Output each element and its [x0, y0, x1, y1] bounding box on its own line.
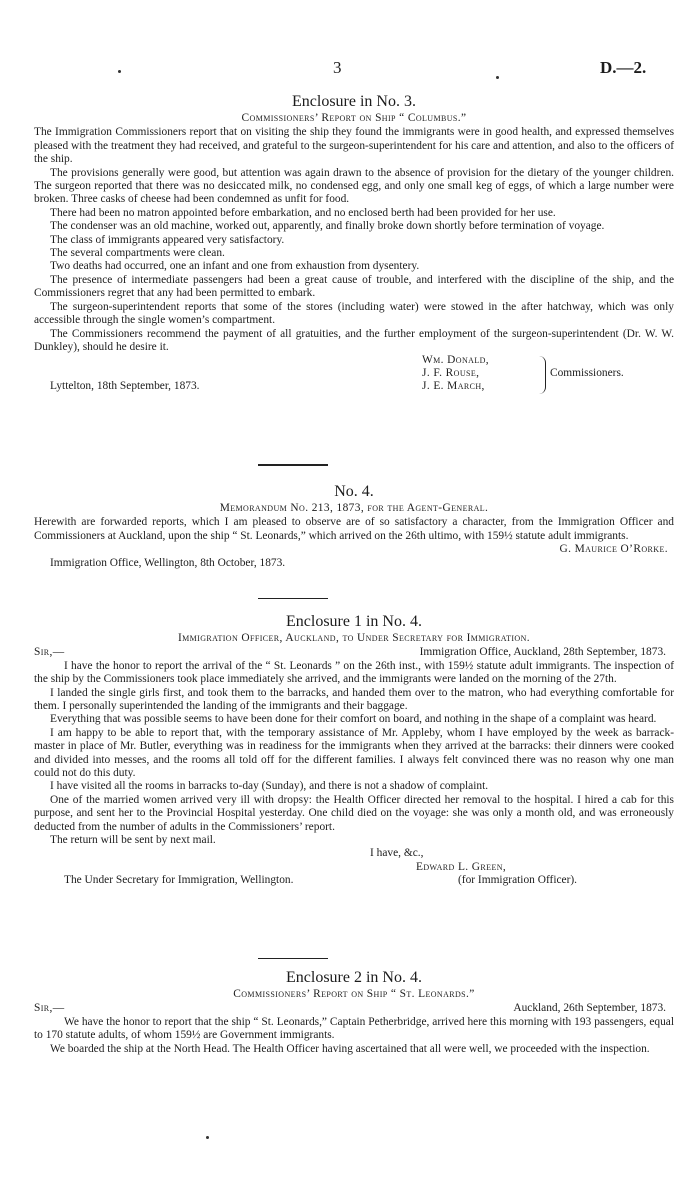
section-title: Enclosure in No. 3. [292, 93, 416, 110]
paragraph: We boarded the ship at the North Head. The Health Officer having ascertained that all were well, we proceeded with the inspection. [50, 1042, 650, 1055]
place-date-line [34, 557, 674, 570]
salutation-line [34, 646, 674, 659]
signature-line [34, 861, 674, 874]
signature-line [34, 543, 674, 556]
section-title: Enclosure 1 in No. 4. [286, 613, 422, 630]
paragraph: Two deaths had occurred, one an infant and one from exhaustion from dysentery. [50, 260, 420, 273]
address-date: Immigration Office, Auckland, 28th September, 1873. [419, 646, 666, 659]
signer-role: Commissioners. [550, 367, 624, 380]
print-speck [118, 70, 121, 73]
paragraph: The return will be sent by next mail. [50, 834, 216, 847]
addressee-line [34, 874, 674, 887]
paragraph: The class of immigrants appeared very satisfactory. [50, 233, 285, 246]
section-title: Enclosure 2 in No. 4. [286, 969, 422, 986]
memorandum-section [34, 482, 674, 570]
paragraph: I have the honor to report the arrival of the “ St. Leonards ” on the 26th inst., with 159½ statute adult immigrants. The inspection of the ship by the Commissioners took place immediately she arrived, and the immigrants were landed on the morning of the 27th. [34, 659, 674, 686]
place-date: Lyttelton, 18th September, 1873. [50, 380, 200, 393]
closing-line [34, 847, 674, 860]
page-number: 3 [333, 58, 342, 77]
page-header [0, 58, 700, 78]
signer-name: J. E. March, [422, 380, 485, 393]
enclosure-1-section [34, 612, 674, 888]
addressee: The Under Secretary for Immigration, Wellington. [64, 874, 294, 887]
section-divider [258, 598, 328, 599]
paragraph: The surgeon-superintendent reports that some of the stores (including water) were stowed in the after hatchway, which was only accessible through the single women’s compartment. [34, 300, 674, 327]
section-subtitle: Commissioners’ Report on Ship “ St. Leonards.” [233, 988, 475, 1000]
salutation: Sir,— [34, 646, 65, 659]
section-title: No. 4. [334, 483, 374, 500]
enclosure-3-section [34, 92, 674, 394]
signer-role: (for Immigration Officer). [458, 874, 578, 887]
signature-block [34, 354, 674, 394]
signer-name: J. F. Rouse, [422, 367, 480, 380]
address-date: Auckland, 26th September, 1873. [513, 1002, 666, 1015]
paragraph: We have the honor to report that the ship “ St. Leonards,” Captain Petherbridge, arrived here this morning with 193 passengers, equal to 170 statute adults, of whom 159½ are Government immigrants. [34, 1015, 674, 1042]
place-date: Immigration Office, Wellington, 8th October, 1873. [50, 556, 286, 569]
signer-name: Wm. Donald, [422, 354, 490, 367]
paragraph: The presence of intermediate passengers had been a great cause of trouble, and interfered with the discipline of the ship, and the Commissioners regret that any had been permitted to embark. [34, 273, 674, 300]
section-subtitle: Commissioners’ Report on Ship “ Columbus.” [241, 112, 467, 124]
paragraph: One of the married women arrived very ill with dropsy: the Health Officer directed her removal to the hospital. I hired a cab for this purpose, and sent her to the Provincial Hospital yesterday. One child died on the voyage: she was only a month old, and was erroneously deducted from the number of adults in the Commissioners’ report. [34, 793, 674, 833]
paragraph: The Commissioners recommend the payment of all gratuities, and the further employment of the surgeon-superintendent (Dr. W. W. Dunkley), should he desire it. [34, 327, 674, 353]
paragraph: I landed the single girls first, and took them to the barracks, and handed them over to the matron, who had everything comfortable for them. I personally superintended the landing of the immigrants and their baggage. [34, 686, 674, 713]
document-reference: D.—2. [600, 58, 647, 77]
closing: I have, &c., [370, 847, 424, 860]
section-subtitle: Memorandum No. 213, 1873, for the Agent-General. [219, 502, 489, 514]
paragraph: The Immigration Commissioners report that on visiting the ship they found the immigrants were in good health, and expressed themselves pleased with the treatment they had received, and grateful to the surgeon-superintendent for his care and attention, and also to the officers of the ship. [34, 126, 674, 166]
paragraph: The condenser was an old machine, worked out, apparently, and finally broke down shortly before termination of voyage. [50, 220, 605, 233]
brace [539, 356, 546, 394]
paragraph: The provisions generally were good, but attention was again drawn to the absence of provision for the dietary of the younger children. The surgeon reported that there was no desiccated milk, no condensed egg, and only one small keg of eggs, of which a large number were broken. Three casks of cheese had been condemned as unfit for food. [34, 166, 674, 206]
paragraph: The several compartments were clean. [50, 247, 225, 260]
enclosure-2-section [34, 968, 674, 1056]
section-divider [258, 464, 328, 466]
paragraph: I am happy to be able to report that, with the temporary assistance of Mr. Appleby, whom I have employed by the week as barrack-master in place of Mr. Butler, everything was in readiness for the immigrants when they arrived at the barracks: their dinners were cooked and divided into messes, and the rooms all told off for the different families. I always felt convinced there was no reason why one man could not do this duty. [34, 726, 674, 780]
signer-name: G. Maurice O’Rorke. [559, 543, 668, 556]
salutation: Sir,— [34, 1002, 65, 1015]
print-speck [496, 76, 499, 79]
paragraph: There had been no matron appointed before embarkation, and no enclosed berth had been provided for her use. [50, 206, 556, 219]
salutation-line [34, 1002, 674, 1015]
paragraph: Everything that was possible seems to have been done for their comfort on board, and nothing in the shape of a complaint was heard. [50, 713, 657, 726]
paragraph: Herewith are forwarded reports, which I am pleased to observe are of so satisfactory a character, from the Immigration Officer and Commissioners at Auckland, upon the ship “ St. Leonards,” which arrived on the 26th ultimo, with 159½ statute adult immigrants. [34, 516, 674, 542]
signer-name: Edward L. Green, [416, 860, 507, 873]
paragraph: I have visited all the rooms in barracks to-day (Sunday), and there is not a shadow of complaint. [50, 780, 489, 793]
section-divider [258, 958, 328, 959]
section-subtitle: Immigration Officer, Auckland, to Under Secretary for Immigration. [177, 632, 531, 644]
print-speck [206, 1136, 209, 1139]
